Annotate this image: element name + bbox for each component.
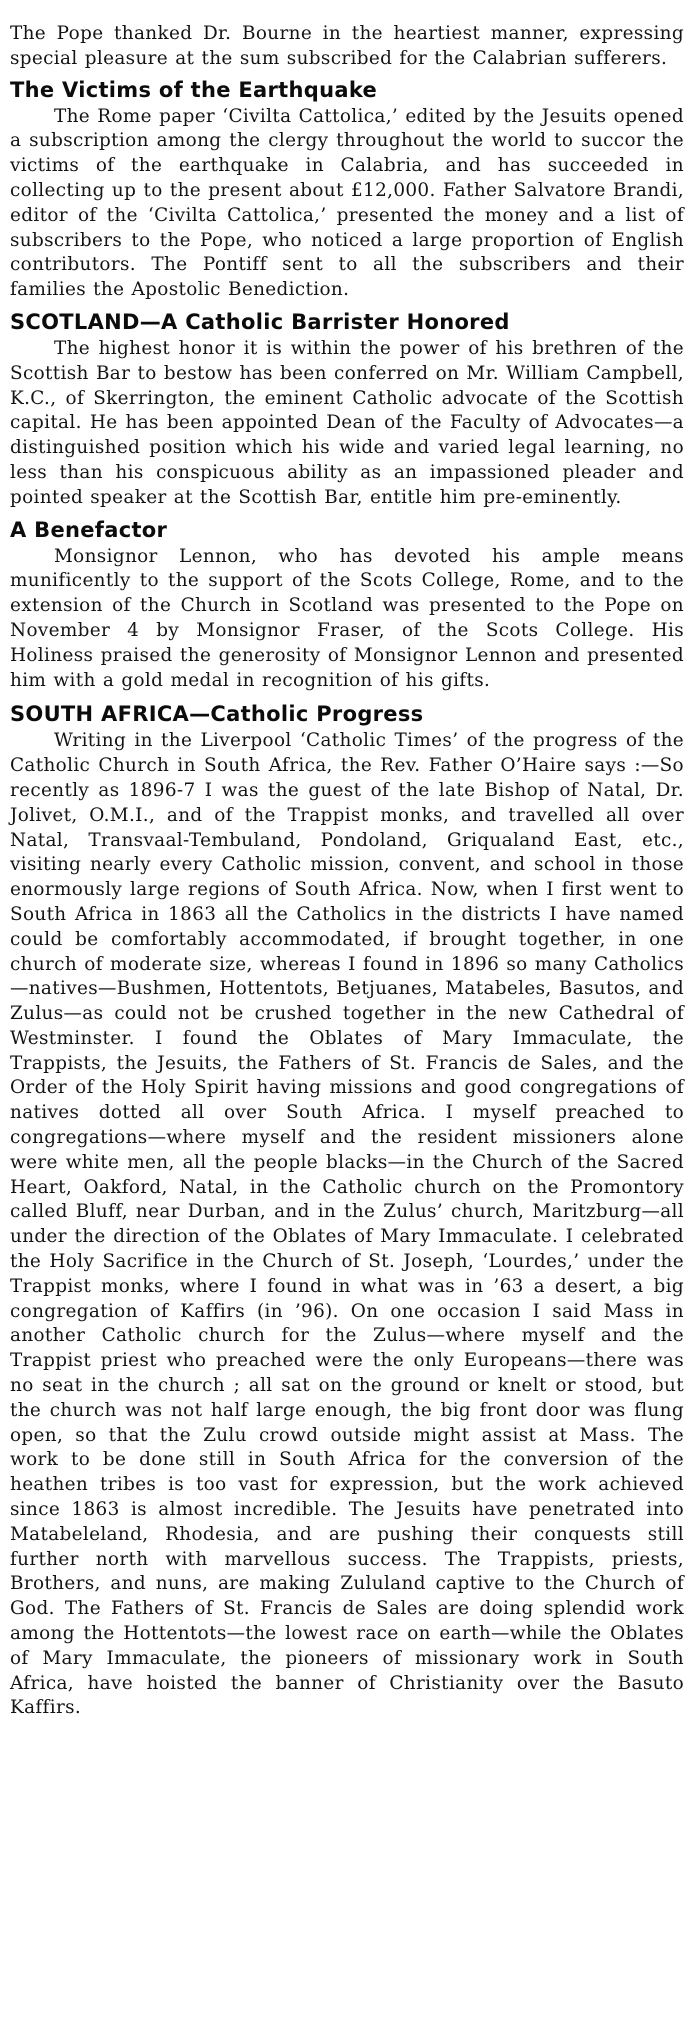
article-scotland-barrister: The highest honor it is within the power of his brethren of the Scottish Bar to bestow has been conferred on Mr. William Campbell, K.C., of Skerrington, the eminent Catholic advocate of the Scottish capital. He has been appointed Dean of the Faculty of Advocates—a distinguished position which his wide and varied legal learning, no less than his conspicuous ability as an impassioned pleader and pointed speaker at the Scottish Bar, entitle him pre-eminently.: [10, 337, 684, 508]
heading-south-africa: SOUTH AFRICA—Catholic Progress: [10, 702, 424, 727]
heading-scotland-barrister: SCOTLAND—A Catholic Barrister Honored: [10, 309, 510, 334]
article-south-africa: Writing in the Liverpool ‘Catholic Times’ of the progress of the Catholic Church in South Africa, the Rev. Father O’Haire says :—So recently as 1896-7 I was the guest of the late Bishop of Natal, Dr. Jolivet, O.M.I., and of the Trappist monks, and travelled all over Natal, Transvaal-Tembuland, Pondoland, Griqualand East, etc., visiting nearly every Catholic mission, convent, and school in those enormously large regions of South Africa. Now, when I first went to South Africa in 1863 all the Catholics in the districts I have named could be comfortably accommodated, if brought together, in one church of moderate size, whereas I found in 1896 so many Catholics—natives—Bushmen, Hottentots, Betjuanes, Matabeles, Basutos, and Zulus—as could not be crushed together in the new Cathedral of Westminster. I found the Oblates of Mary Immaculate, the Trappists, the Jesuits, the Fathers of St. Francis de Sales, and the Order of the Holy Spirit having missions and good congregations of natives dotted all over South Africa. I myself preached to congregations—where myself and the resident missioners alone were white men, all the people blacks—in the Church of the Sacred Heart, Oakford, Natal, in the Catholic church on the Promontory called Bluff, near Durban, and in the Zulus’ church, Maritzburg—all under the direction of the Oblates of Mary Immaculate. I celebrated the Holy Sacrifice in the Church of St. Joseph, ‘Lourdes,’ under the Trappist monks, where I found in what was in ’63 a desert, a big congregation of Kaffirs (in ’96). On one occasion I said Mass in another Catholic church for the Zulus—where myself and the Trappist priest who preached were the only Europeans—there was no seat in the church ; all sat on the ground or knelt or stood, but the church was not half large enough, the big front door was flung open, so that the Zulu crowd outside might assist at Mass. The work to be done still in South Africa for the conversion of the heathen tribes is too vast for expression, but the work achieved since 1863 is almost incredible. The Jesuits have penetrated into Matabeleland, Rhodesia, and are pushing their conquests still further north with marvellous success. The Trappists, priests, Brothers, and nuns, are making Zululand captive to the Church of God. The Fathers of St. Francis de Sales are doing splendid work among the Hottentots—the lowest race on earth—while the Oblates of Mary Immaculate, the pioneers of missionary work in South Africa, have hoisted the banner of Christianity over the Basuto Kaffirs.: [10, 730, 684, 1719]
heading-victims-of-earthquake: The Victims of the Earthquake: [10, 77, 378, 102]
article-benefactor: Monsignor Lennon, who has devoted his ample means munificently to the support of the Scots College, Rome, and to the extension of the Church in Scotland was presented to the Pope on November 4 by Monsignor Fraser, of the Scots College. His Holiness praised the generosity of Monsignor Lennon and presented him with a gold medal in recognition of his gifts.: [10, 545, 684, 691]
article-victims-of-earthquake: The Rome paper ‘Civilta Cattolica,’ edited by the Jesuits opened a subscription among the clergy throughout the world to succor the victims of the earthquake in Calabria, and has succeeded in collecting up to the present about £12,000. Father Salvatore Brandi, editor of the ‘Civilta Cattolica,’ presented the money and a list of subscribers to the Pope, who noticed a large proportion of English contributors. The Pontiff sent to all the subscribers and their families the Apostolic Benediction.: [10, 105, 684, 301]
intro-paragraph: The Pope thanked Dr. Bourne in the heartiest manner, expressing special pleasure at the sum subscribed for the Calabrian sufferers.: [10, 23, 684, 69]
heading-benefactor: A Benefactor: [10, 517, 168, 542]
